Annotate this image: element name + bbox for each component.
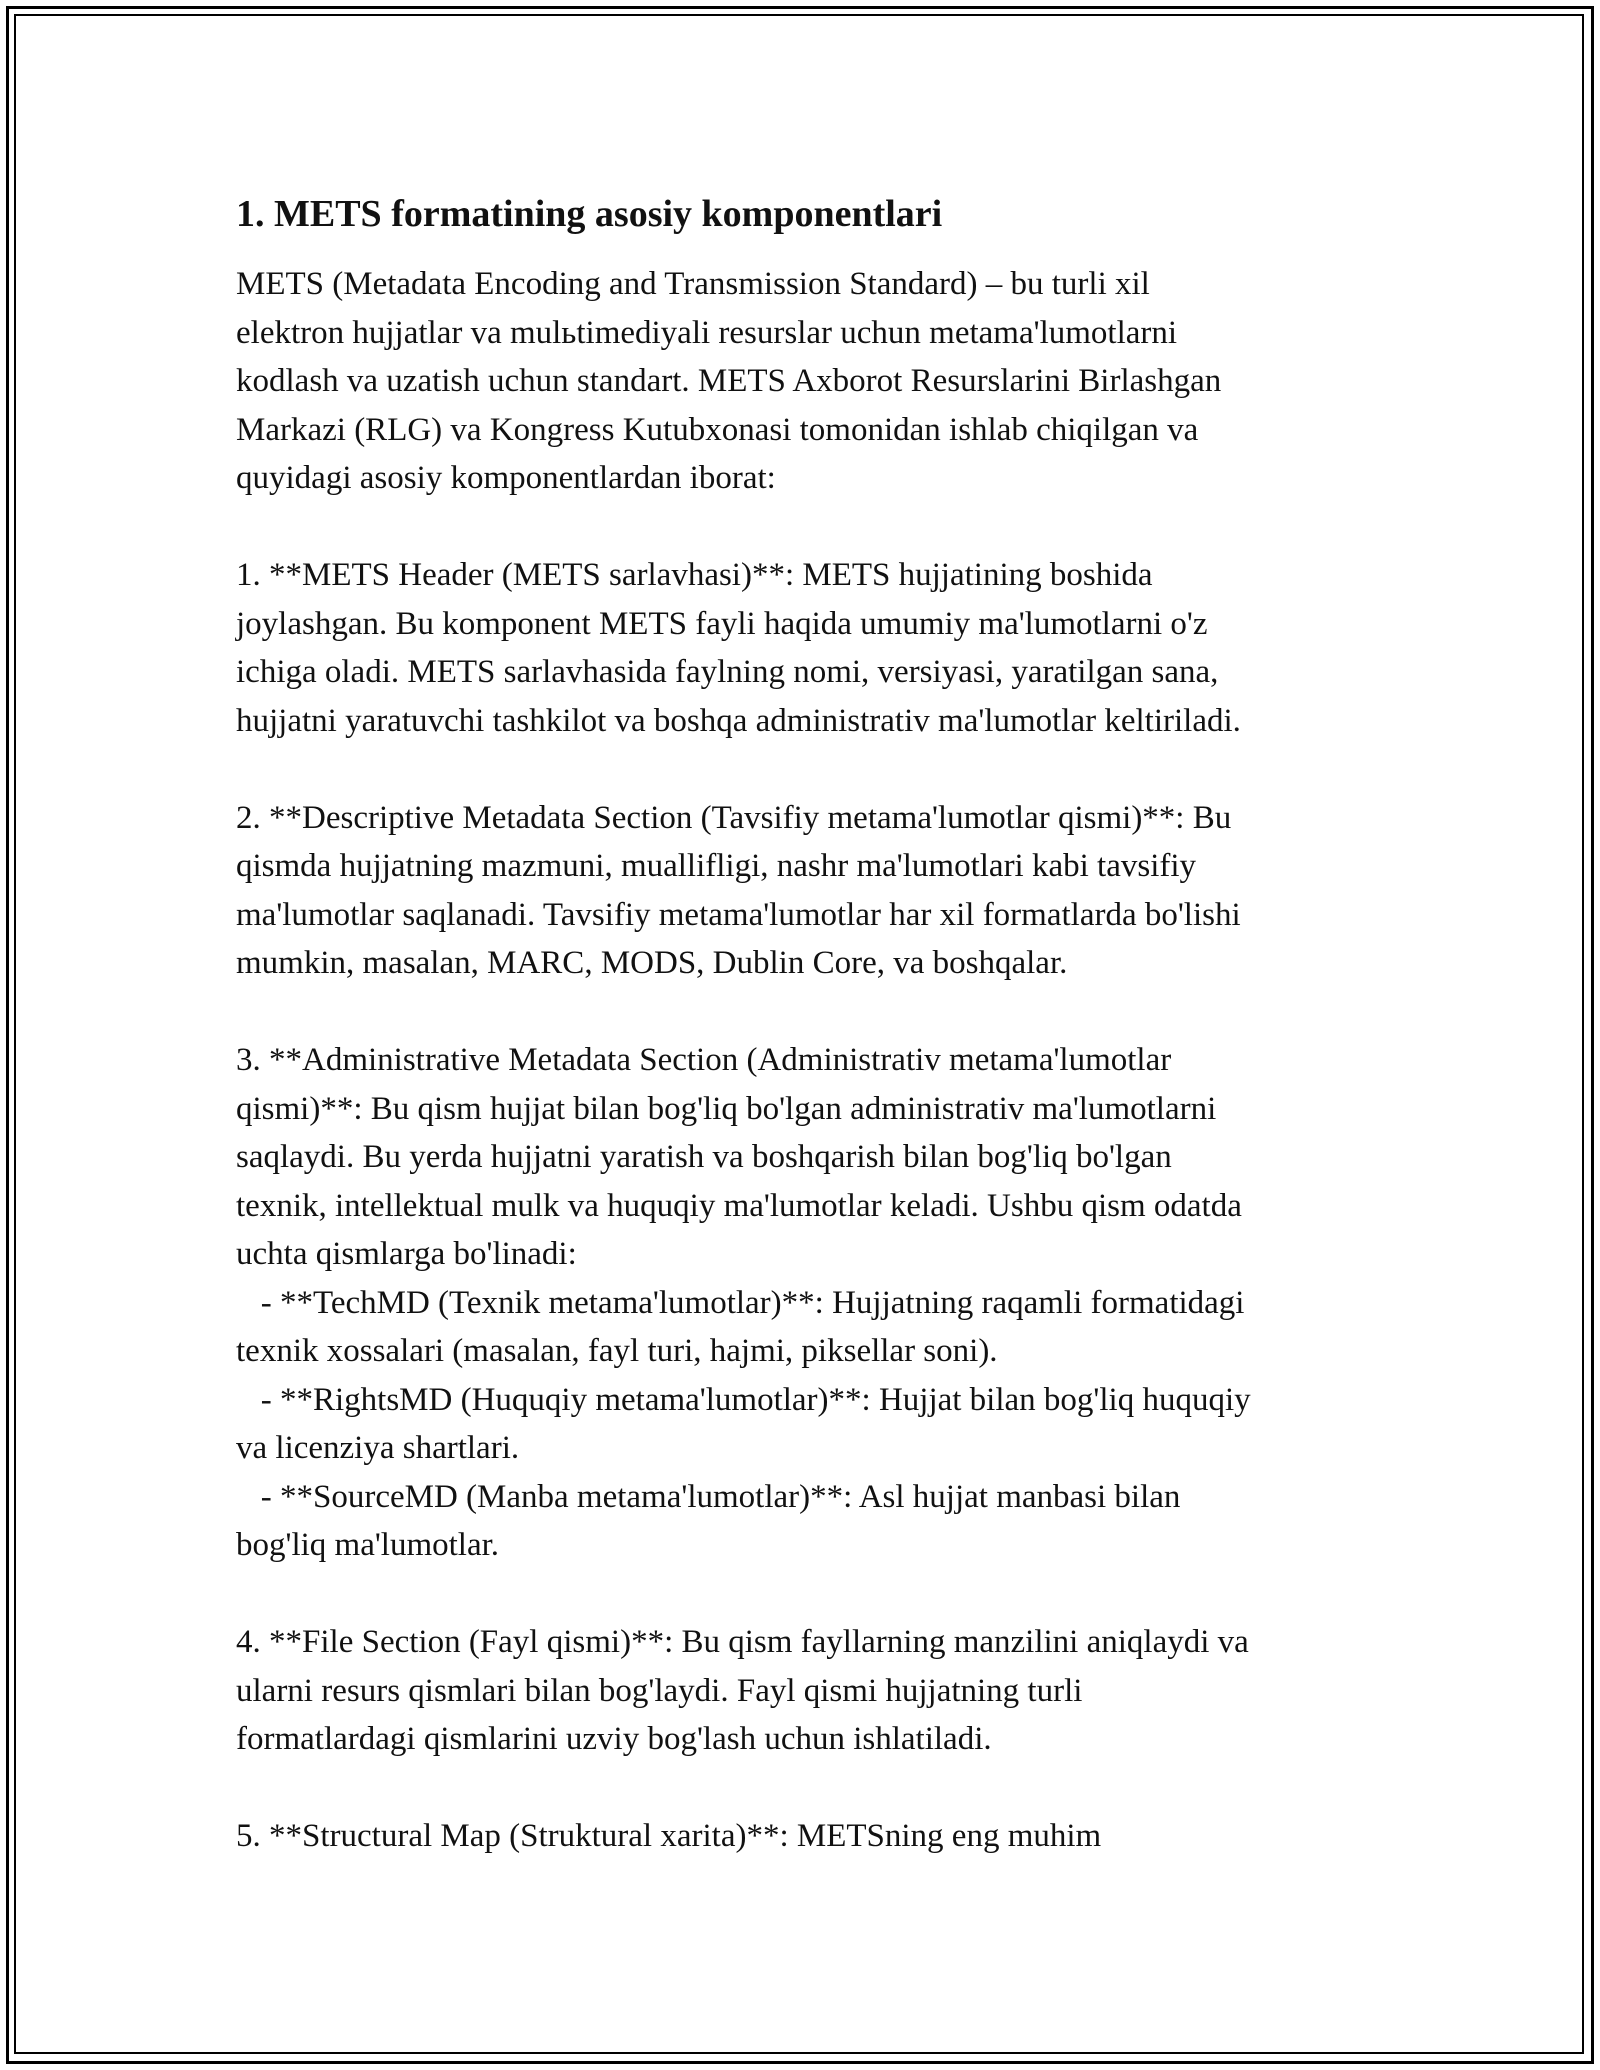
intro-paragraph: METS (Metadata Encoding and Transmission Standard) – bu turli xil elektron hujjatlar va mulьtimediyali resurslar uchun metama'lumotlarni kodlash va uzatish uchun standart. METS Axborot Resurslarini Birlashgan Markazi (RLG) va Kongress Kutubxonasi tomonidan ishlab chiqilgan va quyidagi asosiy komponentlardan iborat:: [236, 266, 1222, 496]
section-heading: 1. METS formatining asosiy komponentlari: [236, 193, 943, 235]
list-item-mets-header: 1. **METS Header (METS sarlavhasi)**: METS hujjatining boshida joylashgan. Bu komponent METS fayli haqida umumiy ma'lumotlarni o'z ichiga oladi. METS sarlavhasida faylning nomi, versiyasi, yaratilgan sana, hujjatni yaratuvchi tashkilot va boshqa administrativ ma'lumotlar keltiriladi.: [236, 557, 1241, 739]
list-item-structural-map: 5. **Structural Map (Struktural xarita)**: METSning eng muhim: [236, 1818, 1102, 1854]
document-body: [236, 186, 1376, 1861]
list-item-file-section: 4. **File Section (Fayl qismi)**: Bu qism fayllarning manzilini aniqlaydi va ularni resurs qismlari bilan bog'laydi. Fayl qismi hujjatning turli formatlardagi qismlarini uzviy bog'lash uchun ishlatiladi.: [236, 1624, 1249, 1757]
list-item-descriptive-metadata: 2. **Descriptive Metadata Section (Tavsifiy metama'lumotlar qismi)**: Bu qismda hujjatning mazmuni, muallifligi, nashr ma'lumotlari kabi tavsifiy ma'lumotlar saqlanadi. Tavsifiy metama'lumotlar har xil formatlarda bo'lishi mumkin, masalan, MARC, MODS, Dublin Core, va boshqalar.: [236, 799, 1241, 981]
list-item-administrative-metadata: 3. **Administrative Metadata Section (Administrativ metama'lumotlar qismi)**: Bu qism hujjat bilan bog'liq bo'lgan administrativ ma'lumotlarni saqlaydi. Bu yerda hujjatni yaratish va boshqarish bilan bog'liq bo'lgan texnik, intellektual mulk va huquqiy ma'lumotlar keladi. Ushbu qism odatda uchta qismlarga bo'linadi: - **TechMD (Texnik metama'lumotlar)**: Hujjatning raqamli formatidagi texnik xossalari (masalan, fayl turi, hajmi, piksellar soni). - **RightsMD (Huquqiy metama'lumotlar)**: Hujjat bilan bog'liq huquqiy va licenziya shartlari. - **SourceMD (Manba metama'lumotlar)**: Asl hujjat manbasi bilan bog'liq ma'lumotlar.: [236, 1042, 1251, 1563]
